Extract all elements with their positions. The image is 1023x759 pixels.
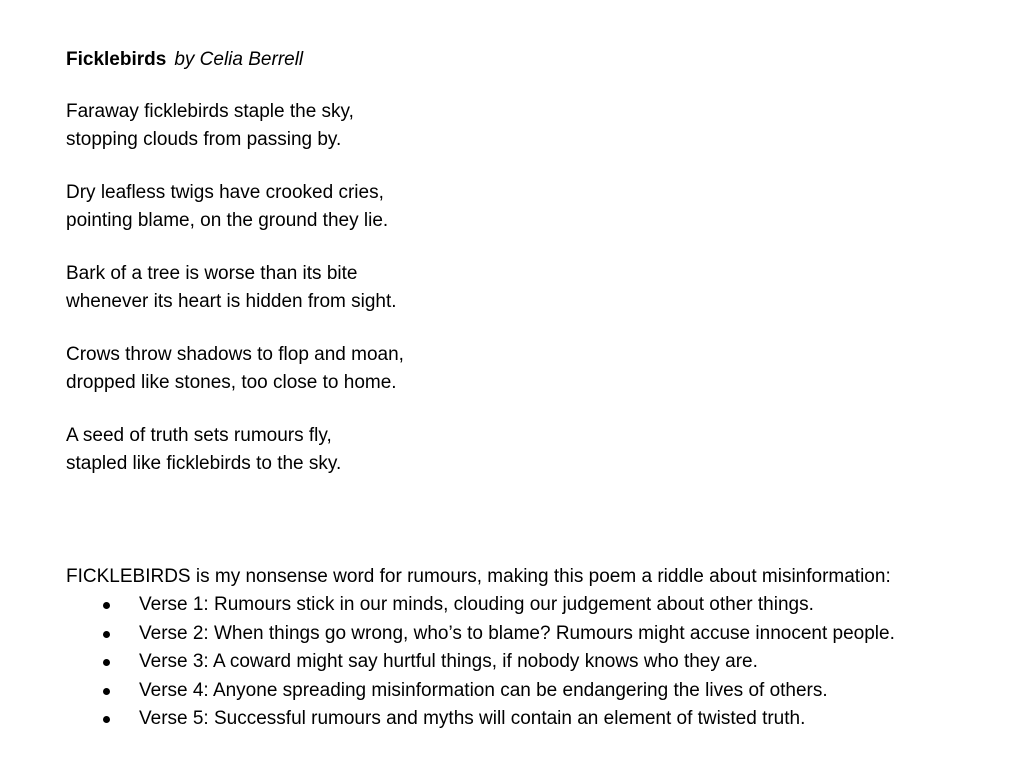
list-item (66, 620, 996, 649)
bullet-icon (103, 631, 110, 638)
list-item (66, 705, 996, 734)
stanza-1 (66, 98, 996, 154)
list-item-text: Verse 1: Rumours stick in our minds, clouding our judgement about other things. (139, 594, 814, 615)
explanation-intro: FICKLEBIRDS is my nonsense word for rumours, making this poem a riddle about misinformation: (66, 566, 891, 587)
title-line (66, 47, 996, 73)
explanation-list (66, 591, 996, 734)
stanza-5 (66, 422, 996, 478)
list-item-text: Verse 2: When things go wrong, who’s to blame? Rumours might accuse innocent people. (139, 622, 895, 644)
list-item-text: Verse 3: A coward might say hurtful things, if nobody knows who they are. (139, 651, 758, 672)
bullet-icon (103, 659, 110, 666)
stanza-2 (66, 179, 996, 235)
bullet-icon (103, 602, 110, 609)
poem-line: whenever its heart is hidden from sight. (66, 291, 397, 312)
list-item (66, 677, 996, 706)
poem-line: Faraway ficklebirds staple the sky, (66, 101, 354, 122)
poem-line: stapled like ficklebirds to the sky. (66, 453, 342, 474)
stanza-4 (66, 341, 996, 397)
poem-line: dropped like stones, too close to home. (66, 372, 397, 393)
poem-author: by Celia Berrell (174, 49, 304, 70)
list-item-text: Verse 4: Anyone spreading misinformation can be endangering the lives of others. (139, 679, 828, 701)
list-item-text: Verse 5: Successful rumours and myths will contain an element of twisted truth. (139, 708, 806, 729)
stanza-3 (66, 260, 996, 316)
poem-line: pointing blame, on the ground they lie. (66, 210, 389, 231)
explanation-section (66, 563, 996, 734)
poem-line: Crows throw shadows to flop and moan, (66, 344, 404, 365)
poem-line: Bark of a tree is worse than its bite (66, 263, 358, 284)
list-item (66, 591, 996, 620)
poem-line: A seed of truth sets rumours fly, (66, 425, 332, 446)
poem-line: stopping clouds from passing by. (66, 129, 342, 150)
bullet-icon (103, 688, 110, 695)
poem-title: Ficklebirds (66, 49, 167, 70)
bullet-icon (103, 716, 110, 723)
poem-line: Dry leafless twigs have crooked cries, (66, 182, 384, 203)
list-item (66, 648, 996, 677)
document-page (66, 47, 996, 729)
